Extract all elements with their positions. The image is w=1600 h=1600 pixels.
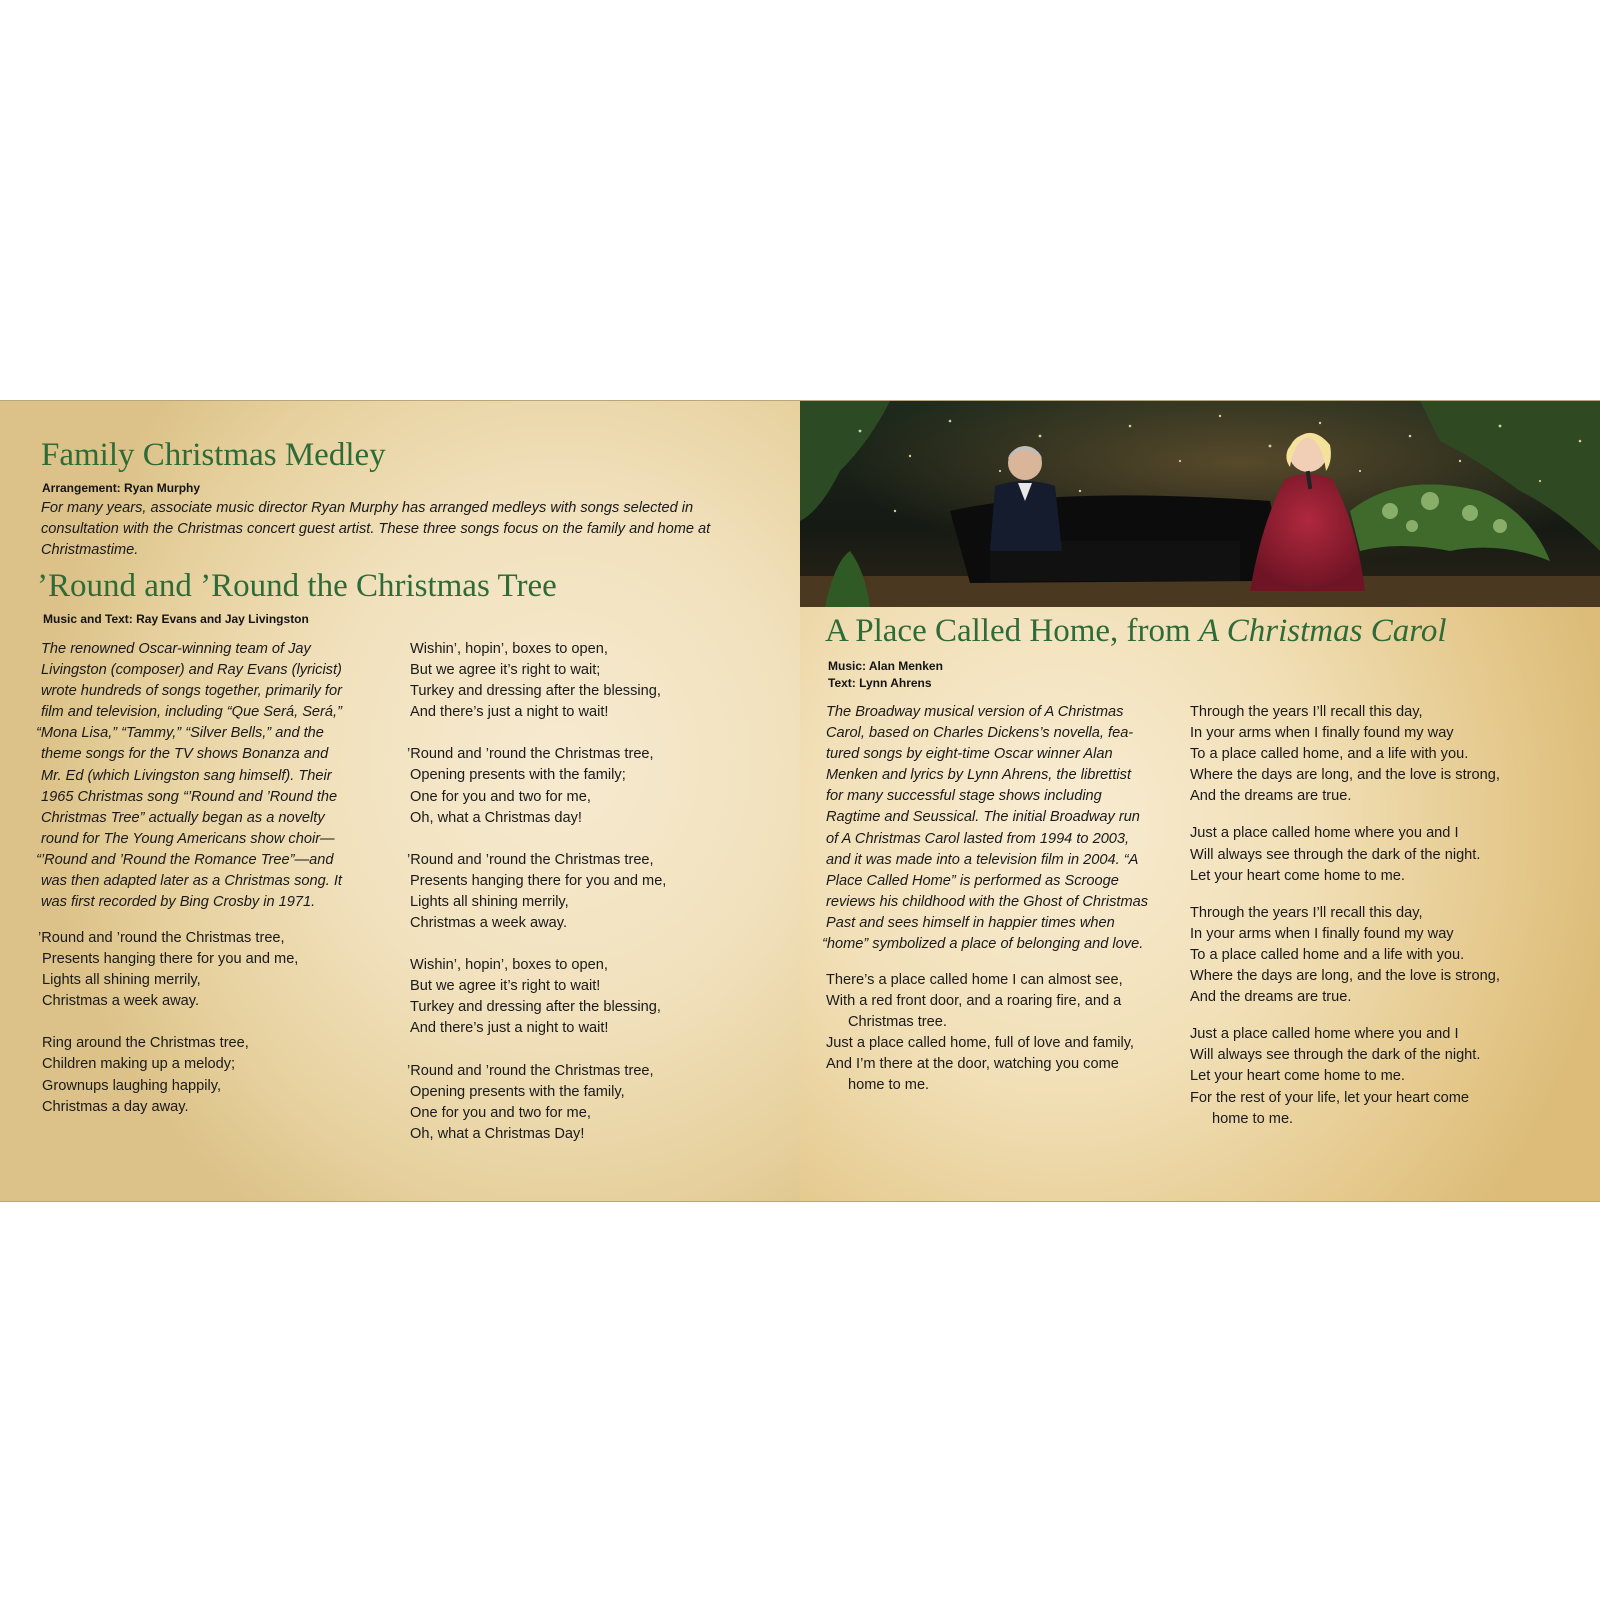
medley-title: Family Christmas Medley xyxy=(41,437,386,473)
lyric-line: Just a place called home where you and I xyxy=(1190,825,1459,842)
note-line: Place Called Home” is performed as Scrooge xyxy=(826,872,1119,889)
song-credit-round: Music and Text: Ray Evans and Jay Livingston xyxy=(43,612,309,626)
medley-intro: For many years, associate music director Ryan Murphy has arranged medleys with songs selected in consultation with the Christmas concert guest artist. These three songs focus on the family and home at Christmastime. xyxy=(41,500,711,558)
lyric-stanza xyxy=(407,1061,666,1145)
lyric-line: home to me. xyxy=(1212,1110,1294,1127)
lyric-line: Oh, what a Christmas day! xyxy=(410,809,582,826)
song-title-home-plain: A Place Called Home, from xyxy=(825,613,1199,649)
lyric-line: For the rest of your life, let your heart come xyxy=(1190,1089,1470,1106)
lyric-line: ’Round and ’round the Christmas tree, xyxy=(407,851,654,868)
lyric-stanza xyxy=(38,1033,298,1117)
note-line: of A Christmas Carol lasted from 1994 to 2003, xyxy=(826,830,1130,847)
lyric-stanza xyxy=(1190,823,1500,886)
lyric-line: But we agree it’s right to wait; xyxy=(410,662,601,679)
lyric-line: One for you and two for me, xyxy=(410,788,591,805)
lyric-stanza xyxy=(1190,1024,1500,1129)
lyric-line: Turkey and dressing after the blessing, xyxy=(410,683,661,700)
lyric-line: ’Round and ’round the Christmas tree, xyxy=(38,930,285,946)
lyric-line: And the dreams are true. xyxy=(1190,788,1352,805)
lyric-line: Through the years I’ll recall this day, xyxy=(1190,704,1423,720)
lyric-line: Lights all shining merrily, xyxy=(42,972,201,989)
note-line: theme songs for the TV shows Bonanza and xyxy=(41,746,329,763)
note-line: was first recorded by Bing Crosby in 1971. xyxy=(41,894,316,911)
note-line: for many successful stage shows including xyxy=(826,788,1102,805)
lyric-line: Just a place called home where you and I xyxy=(1190,1026,1459,1043)
note-line: Livingston (composer) and Ray Evans (lyricist) xyxy=(41,662,342,679)
lyric-line: Christmas a week away. xyxy=(42,993,200,1010)
lyric-stanza xyxy=(38,928,298,1012)
song-title-round: ’Round and ’Round the Christmas Tree xyxy=(37,568,557,604)
lyric-line: Let your heart come home to me. xyxy=(1190,867,1405,884)
lyric-line: Children making up a melody; xyxy=(42,1056,236,1073)
lyric-line: ’Round and ’round the Christmas tree, xyxy=(407,1062,654,1079)
round-lyrics-col2 xyxy=(407,639,667,1145)
lyric-line: Oh, what a Christmas Day! xyxy=(410,1125,585,1142)
lyric-line: Turkey and dressing after the blessing, xyxy=(410,999,661,1016)
lyric-line: Let your heart come home to me. xyxy=(1190,1068,1405,1085)
lyric-line: Opening presents with the family, xyxy=(410,1083,625,1100)
lyric-line: And the dreams are true. xyxy=(1190,989,1352,1006)
lyric-line: Ring around the Christmas tree, xyxy=(42,1035,249,1052)
note-line: Menken and lyrics by Lynn Ahrens, the librettist xyxy=(826,767,1132,784)
note-line: The Broadway musical version of A Christmas xyxy=(826,704,1124,720)
note-line: “’Round and ’Round the Romance Tree”—and xyxy=(36,851,334,868)
lyric-line: But we agree it’s right to wait! xyxy=(410,978,601,995)
medley-credit: Arrangement: Ryan Murphy xyxy=(42,481,201,495)
home-lyrics-col2 xyxy=(1190,702,1500,1130)
song-title-home-italic: A Christmas Carol xyxy=(1198,613,1447,649)
lyric-line: Grownups laughing happily, xyxy=(42,1077,222,1094)
home-program-note xyxy=(822,702,1148,955)
note-line: Carol, based on Charles Dickens’s novella, fea- xyxy=(826,725,1134,742)
note-line: was then adapted later as a Christmas song. It xyxy=(41,873,342,890)
lyric-line: Wishin’, hopin’, boxes to open, xyxy=(410,957,608,974)
note-line: round for The Young Americans show choir— xyxy=(41,830,335,847)
lyric-line: There’s a place called home I can almost see, xyxy=(826,972,1123,988)
lyric-line: Will always see through the dark of the night. xyxy=(1190,1047,1481,1064)
credit-text: Text: Lynn Ahrens xyxy=(828,676,932,690)
lyric-line: Through the years I’ll recall this day, xyxy=(1190,904,1423,921)
lyric-line: In your arms when I finally found my way xyxy=(1190,725,1454,742)
lyric-line: Just a place called home, full of love and family, xyxy=(826,1035,1134,1052)
lyric-line: And there’s just a night to wait! xyxy=(410,1020,609,1037)
lyric-line: Lights all shining merrily, xyxy=(410,893,569,910)
concert-photo xyxy=(800,401,1600,607)
note-line: “home” symbolized a place of belonging and love. xyxy=(822,936,1144,953)
lyric-line: And I’m there at the door, watching you come xyxy=(826,1056,1119,1073)
round-lyrics-col1 xyxy=(38,928,298,1118)
program-spread xyxy=(0,400,1600,1202)
lyric-line: Christmas tree. xyxy=(848,1014,947,1031)
note-line: reviews his childhood with the Ghost of Christmas xyxy=(826,893,1149,910)
lyric-line: To a place called home, and a life with you. xyxy=(1190,746,1469,763)
note-line: tured songs by eight-time Oscar winner Alan xyxy=(826,746,1113,763)
note-line: wrote hundreds of songs together, primarily for xyxy=(41,683,342,700)
lyric-stanza xyxy=(410,955,666,1039)
lyric-stanza xyxy=(1190,903,1500,1008)
lyric-line: And there’s just a night to wait! xyxy=(410,704,609,721)
round-program-note xyxy=(36,639,342,913)
lyric-line: Where the days are long, and the love is strong, xyxy=(1190,767,1500,784)
lyric-stanza xyxy=(407,744,666,828)
lyric-stanza xyxy=(410,639,666,723)
lyric-line: Opening presents with the family; xyxy=(410,767,626,784)
lyric-stanza xyxy=(1190,702,1500,807)
note-line: Past and sees himself in happier times when xyxy=(826,914,1115,931)
lyric-line: Presents hanging there for you and me, xyxy=(42,951,299,968)
lyric-line: Christmas a day away. xyxy=(42,1098,189,1115)
lyric-line: One for you and two for me, xyxy=(410,1104,591,1121)
song-title-home xyxy=(825,612,1447,650)
note-line: 1965 Christmas song “’Round and ’Round the xyxy=(41,788,338,805)
lyric-line: ’Round and ’round the Christmas tree, xyxy=(407,746,654,763)
lyric-line: With a red front door, and a roaring fire, and a xyxy=(826,993,1122,1010)
note-line: Mr. Ed (which Livingston sang himself). Their xyxy=(41,767,332,784)
lyric-line: Presents hanging there for you and me, xyxy=(410,872,667,889)
credit-music: Music: Alan Menken xyxy=(828,659,943,673)
lyric-line: Wishin’, hopin’, boxes to open, xyxy=(410,641,608,657)
note-line: The renowned Oscar-winning team of Jay xyxy=(41,641,311,657)
lyric-line: Christmas a week away. xyxy=(410,915,568,932)
lyric-line: home to me. xyxy=(848,1077,930,1094)
left-panel xyxy=(0,401,800,1201)
lyric-stanza xyxy=(407,850,667,934)
note-line: film and television, including “Que Será, Será,” xyxy=(41,704,342,721)
note-line: Ragtime and Seussical. The initial Broadway run xyxy=(826,809,1140,826)
home-lyrics-col1 xyxy=(826,970,1134,1097)
note-line: Christmas Tree” actually began as a novelty xyxy=(41,809,325,826)
lyric-line: To a place called home and a life with you. xyxy=(1190,946,1465,963)
lyric-line: In your arms when I finally found my way xyxy=(1190,925,1454,942)
note-line: “Mona Lisa,” “Tammy,” “Silver Bells,” and the xyxy=(36,725,324,742)
lyric-line: Where the days are long, and the love is strong, xyxy=(1190,968,1500,985)
note-line: and it was made into a television film in 2004. “A xyxy=(826,851,1139,868)
lyric-line: Will always see through the dark of the night. xyxy=(1190,846,1481,863)
